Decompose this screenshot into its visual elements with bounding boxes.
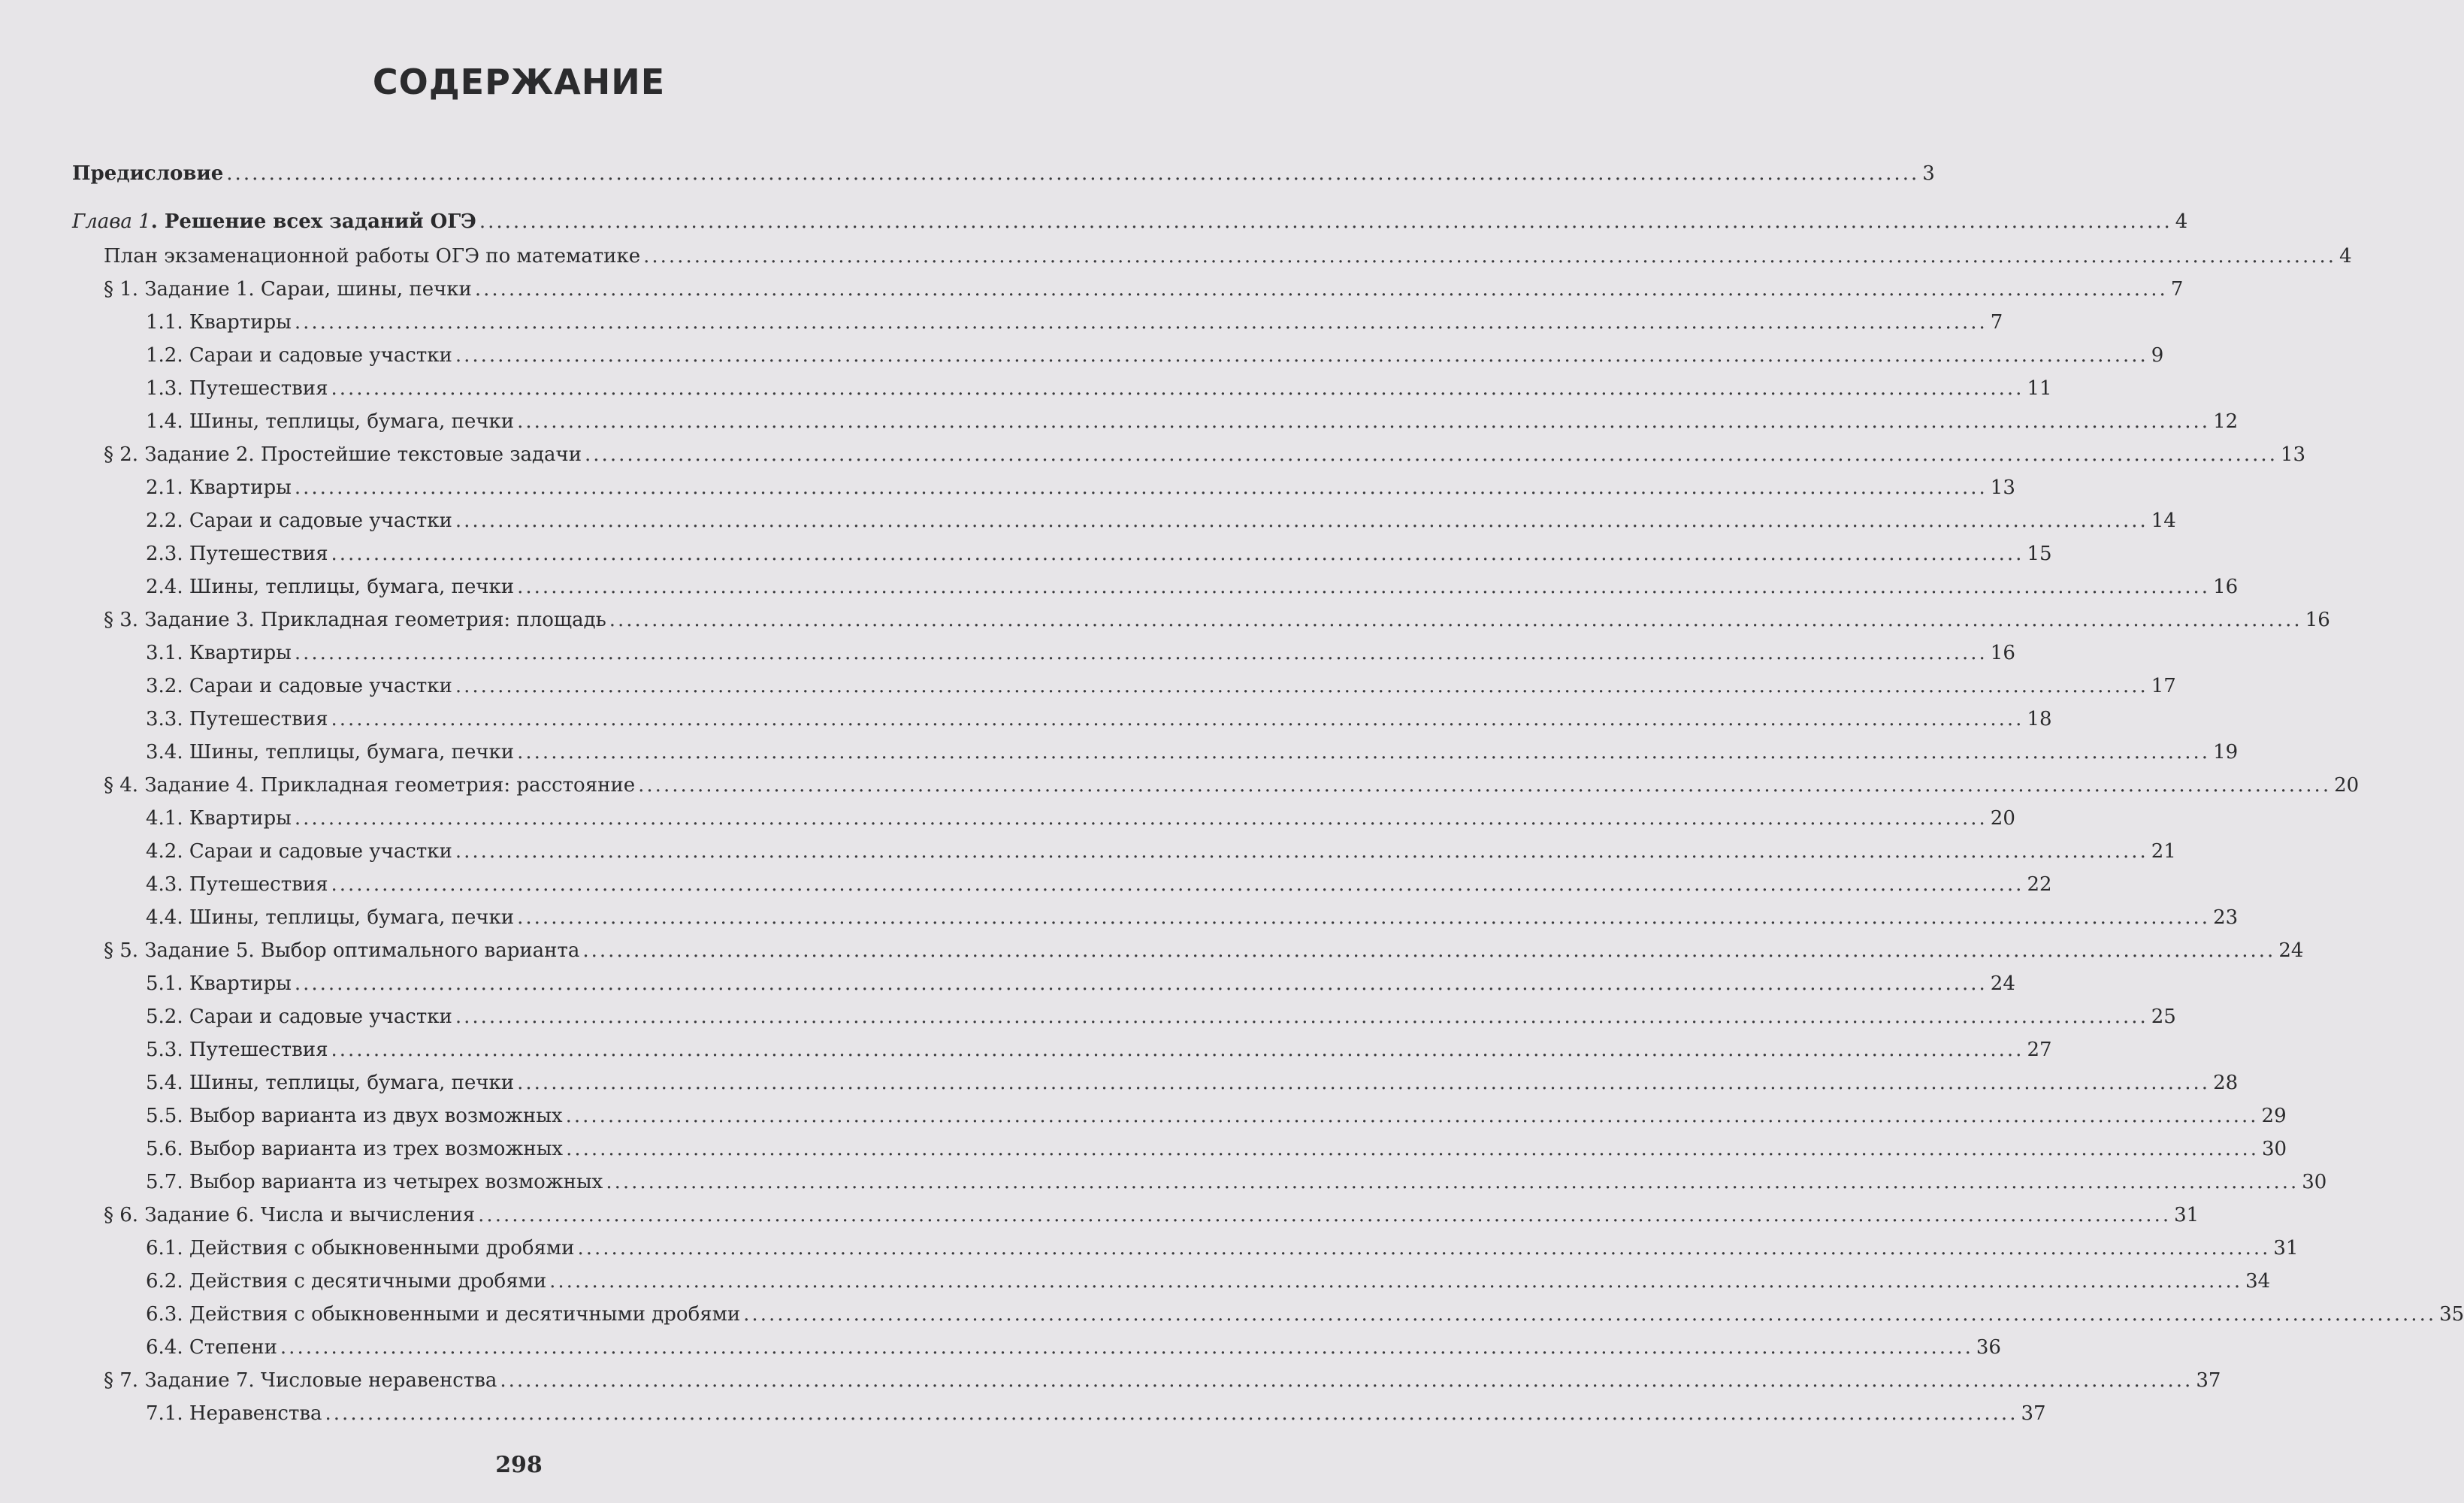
dot-leader — [517, 905, 2210, 930]
toc-label: 3.3. Путешествия — [146, 708, 328, 730]
toc-page: 24 — [2278, 939, 2304, 962]
dot-leader — [609, 607, 2302, 633]
toc-page: 15 — [2027, 543, 2052, 565]
toc-subsection — [146, 1401, 2046, 1426]
toc-page: 31 — [2273, 1237, 2299, 1260]
toc-page: 25 — [2151, 1006, 2176, 1028]
toc-page: 23 — [2213, 906, 2239, 929]
toc-subsection — [146, 1136, 2287, 1162]
toc-page: 4 — [2175, 210, 2188, 233]
toc-subsection — [146, 673, 2176, 699]
dot-leader — [577, 1235, 2270, 1261]
dot-leader — [582, 938, 2275, 963]
toc-page: 31 — [2174, 1204, 2199, 1226]
dot-leader — [643, 243, 2336, 269]
toc-page: 22 — [2027, 873, 2052, 896]
toc-subsection — [146, 706, 2052, 732]
dot-leader — [295, 475, 1988, 500]
toc-section — [104, 938, 2303, 963]
dot-leader — [500, 1368, 2193, 1393]
toc-section — [104, 1368, 2221, 1393]
toc-page: 4 — [2339, 245, 2352, 268]
toc-page: 13 — [2280, 443, 2306, 466]
toc-label: 2.3. Путешествия — [146, 543, 328, 565]
toc-label: § 5. Задание 5. Выбор оптимального варианта — [104, 939, 580, 962]
dot-leader — [475, 277, 2168, 302]
toc-page: 16 — [2305, 609, 2330, 631]
toc-label: 6.1. Действия с обыкновенными дробями — [146, 1237, 575, 1260]
toc-page: 30 — [2262, 1138, 2287, 1160]
dot-leader — [295, 806, 1988, 831]
dot-leader — [566, 1103, 2259, 1129]
dot-leader — [517, 1070, 2210, 1096]
dot-leader — [606, 1169, 2299, 1195]
dot-leader — [517, 739, 2210, 765]
toc-page: 30 — [2302, 1171, 2327, 1193]
toc-section — [104, 442, 2305, 467]
dot-leader — [517, 574, 2210, 600]
toc-label: 5.7. Выбор варианта из четырех возможных — [146, 1171, 603, 1193]
toc-page: 27 — [2027, 1039, 2052, 1061]
dot-leader — [455, 343, 2148, 368]
dot-leader — [295, 971, 1988, 996]
dot-leader — [331, 376, 2024, 401]
dot-leader — [549, 1269, 2242, 1294]
dot-leader — [478, 1202, 2171, 1228]
toc-entry — [104, 243, 2352, 269]
toc-subsection — [146, 839, 2176, 864]
toc-label: 6.4. Степени — [146, 1336, 277, 1359]
toc-label: 6.3. Действия с обыкновенными и десятичными дробями — [146, 1303, 741, 1326]
toc-page: 7 — [1990, 311, 2003, 334]
toc-label: 3.4. Шины, теплицы, бумага, печки — [146, 741, 515, 764]
toc-section — [104, 1202, 2199, 1228]
toc-label: 4.4. Шины, теплицы, бумага, печки — [146, 906, 515, 929]
toc-page: 34 — [2245, 1270, 2271, 1293]
dot-leader — [638, 773, 2331, 798]
toc-page: 37 — [2021, 1402, 2046, 1425]
toc-subsection — [146, 541, 2052, 567]
toc-subsection — [146, 1070, 2238, 1096]
toc-label: 1.4. Шины, теплицы, бумага, печки — [146, 410, 515, 433]
toc-label: 4.2. Сараи и садовые участки — [146, 840, 452, 863]
toc-subsection — [146, 1302, 2464, 1327]
dot-leader — [325, 1401, 2018, 1426]
toc-subsection — [146, 1169, 2326, 1195]
toc-subsection — [146, 1037, 2052, 1063]
toc-subsection — [146, 739, 2238, 765]
toc-subsection — [146, 806, 2015, 831]
toc-label: § 6. Задание 6. Числа и вычисления — [104, 1204, 476, 1226]
toc-chapter-1 — [72, 209, 2187, 234]
toc-label: 2.2. Сараи и садовые участки — [146, 510, 452, 532]
dot-leader — [295, 310, 1988, 335]
toc-label: 5.3. Путешествия — [146, 1039, 328, 1061]
toc-label: 5.2. Сараи и садовые участки — [146, 1006, 452, 1028]
toc-label: § 2. Задание 2. Простейшие текстовые задачи — [104, 443, 582, 466]
dot-leader — [743, 1302, 2436, 1327]
toc-page: 16 — [1990, 642, 2015, 664]
page-title: СОДЕРЖАНИЕ — [372, 62, 666, 102]
toc-subsection — [146, 409, 2238, 434]
toc-label: § 7. Задание 7. Числовые неравенства — [104, 1369, 497, 1392]
toc-page: 20 — [2334, 774, 2360, 797]
toc-label: 5.4. Шины, теплицы, бумага, печки — [146, 1072, 515, 1094]
toc-subsection — [146, 872, 2052, 897]
dot-leader — [585, 442, 2278, 467]
chapter-title: . Решение всех заданий ОГЭ — [150, 210, 476, 233]
toc-page: 13 — [1990, 476, 2015, 499]
toc-page: 35 — [2439, 1303, 2464, 1326]
toc-subsection — [146, 1335, 2001, 1360]
toc-preface — [72, 161, 1935, 186]
dot-leader — [566, 1136, 2259, 1162]
toc-page: 16 — [2213, 576, 2239, 598]
toc-subsection — [146, 343, 2163, 368]
toc-page: 12 — [2213, 410, 2239, 433]
toc-label: 3.2. Сараи и садовые участки — [146, 675, 452, 697]
dot-leader — [280, 1335, 1973, 1360]
toc-page: 3 — [1922, 162, 1935, 185]
toc-page: 9 — [2151, 344, 2164, 367]
toc-subsection — [146, 1103, 2287, 1129]
toc-subsection — [146, 310, 2003, 335]
toc-label: 1.2. Сараи и садовые участки — [146, 344, 452, 367]
toc-page: 18 — [2027, 708, 2052, 730]
toc-label: 5.1. Квартиры — [146, 972, 292, 995]
toc-section — [104, 773, 2359, 798]
toc-label: § 4. Задание 4. Прикладная геометрия: расстояние — [104, 774, 636, 797]
toc-label: 2.4. Шины, теплицы, бумага, печки — [146, 576, 515, 598]
toc-label: 1.1. Квартиры — [146, 311, 292, 334]
toc-subsection — [146, 574, 2238, 600]
dot-leader — [455, 673, 2148, 699]
toc-subsection — [146, 971, 2015, 996]
toc-label: 4.3. Путешествия — [146, 873, 328, 896]
toc-page: 28 — [2213, 1072, 2239, 1094]
toc-page: 21 — [2151, 840, 2176, 863]
toc-subsection — [146, 640, 2015, 666]
toc-label: 2.1. Квартиры — [146, 476, 292, 499]
dot-leader — [295, 640, 1988, 666]
toc-subsection — [146, 1004, 2176, 1030]
toc-label: 5.6. Выбор варианта из трех возможных — [146, 1138, 564, 1160]
toc-label: 6.2. Действия с десятичными дробями — [146, 1270, 547, 1293]
toc-subsection — [146, 508, 2176, 534]
dot-leader — [479, 209, 2172, 234]
dot-leader — [455, 839, 2148, 864]
dot-leader — [331, 706, 2024, 732]
toc-page: 20 — [1990, 807, 2015, 830]
toc-label: 7.1. Неравенства — [146, 1402, 322, 1425]
chapter-prefix: Глава 1 — [72, 210, 151, 233]
toc-label: План экзаменационной работы ОГЭ по математике — [104, 245, 641, 268]
toc-subsection — [146, 905, 2238, 930]
toc-label: 5.5. Выбор варианта из двух возможных — [146, 1105, 563, 1127]
toc-label: 3.1. Квартиры — [146, 642, 292, 664]
dot-leader — [455, 1004, 2148, 1030]
dot-leader — [331, 872, 2024, 897]
dot-leader — [455, 508, 2148, 534]
dot-leader — [331, 541, 2024, 567]
toc-page: 24 — [1990, 972, 2015, 995]
toc-subsection — [146, 1235, 2299, 1261]
toc-page: 14 — [2151, 510, 2176, 532]
toc-page: 29 — [2261, 1105, 2287, 1127]
page-number: 298 — [495, 1452, 543, 1478]
toc-page: 36 — [1976, 1336, 2001, 1359]
dot-leader — [226, 161, 1919, 186]
toc-subsection — [146, 1269, 2270, 1294]
toc-page: 17 — [2151, 675, 2176, 697]
dot-leader — [517, 409, 2210, 434]
toc-section — [104, 277, 2183, 302]
toc-subsection — [146, 376, 2052, 401]
toc-page: 7 — [2170, 278, 2184, 301]
toc-label: § 3. Задание 3. Прикладная геометрия: площадь — [104, 609, 606, 631]
toc-page: 37 — [2196, 1369, 2221, 1392]
dot-leader — [331, 1037, 2024, 1063]
toc-label: § 1. Задание 1. Сараи, шины, печки — [104, 278, 472, 301]
toc-section — [104, 607, 2330, 633]
toc-page: 11 — [2027, 377, 2052, 400]
toc-page: 19 — [2213, 741, 2239, 764]
toc-subsection — [146, 475, 2015, 500]
toc-label — [72, 209, 476, 234]
toc-label: 1.3. Путешествия — [146, 377, 328, 400]
toc-label: 4.1. Квартиры — [146, 807, 292, 830]
toc-label: Предисловие — [72, 162, 224, 185]
